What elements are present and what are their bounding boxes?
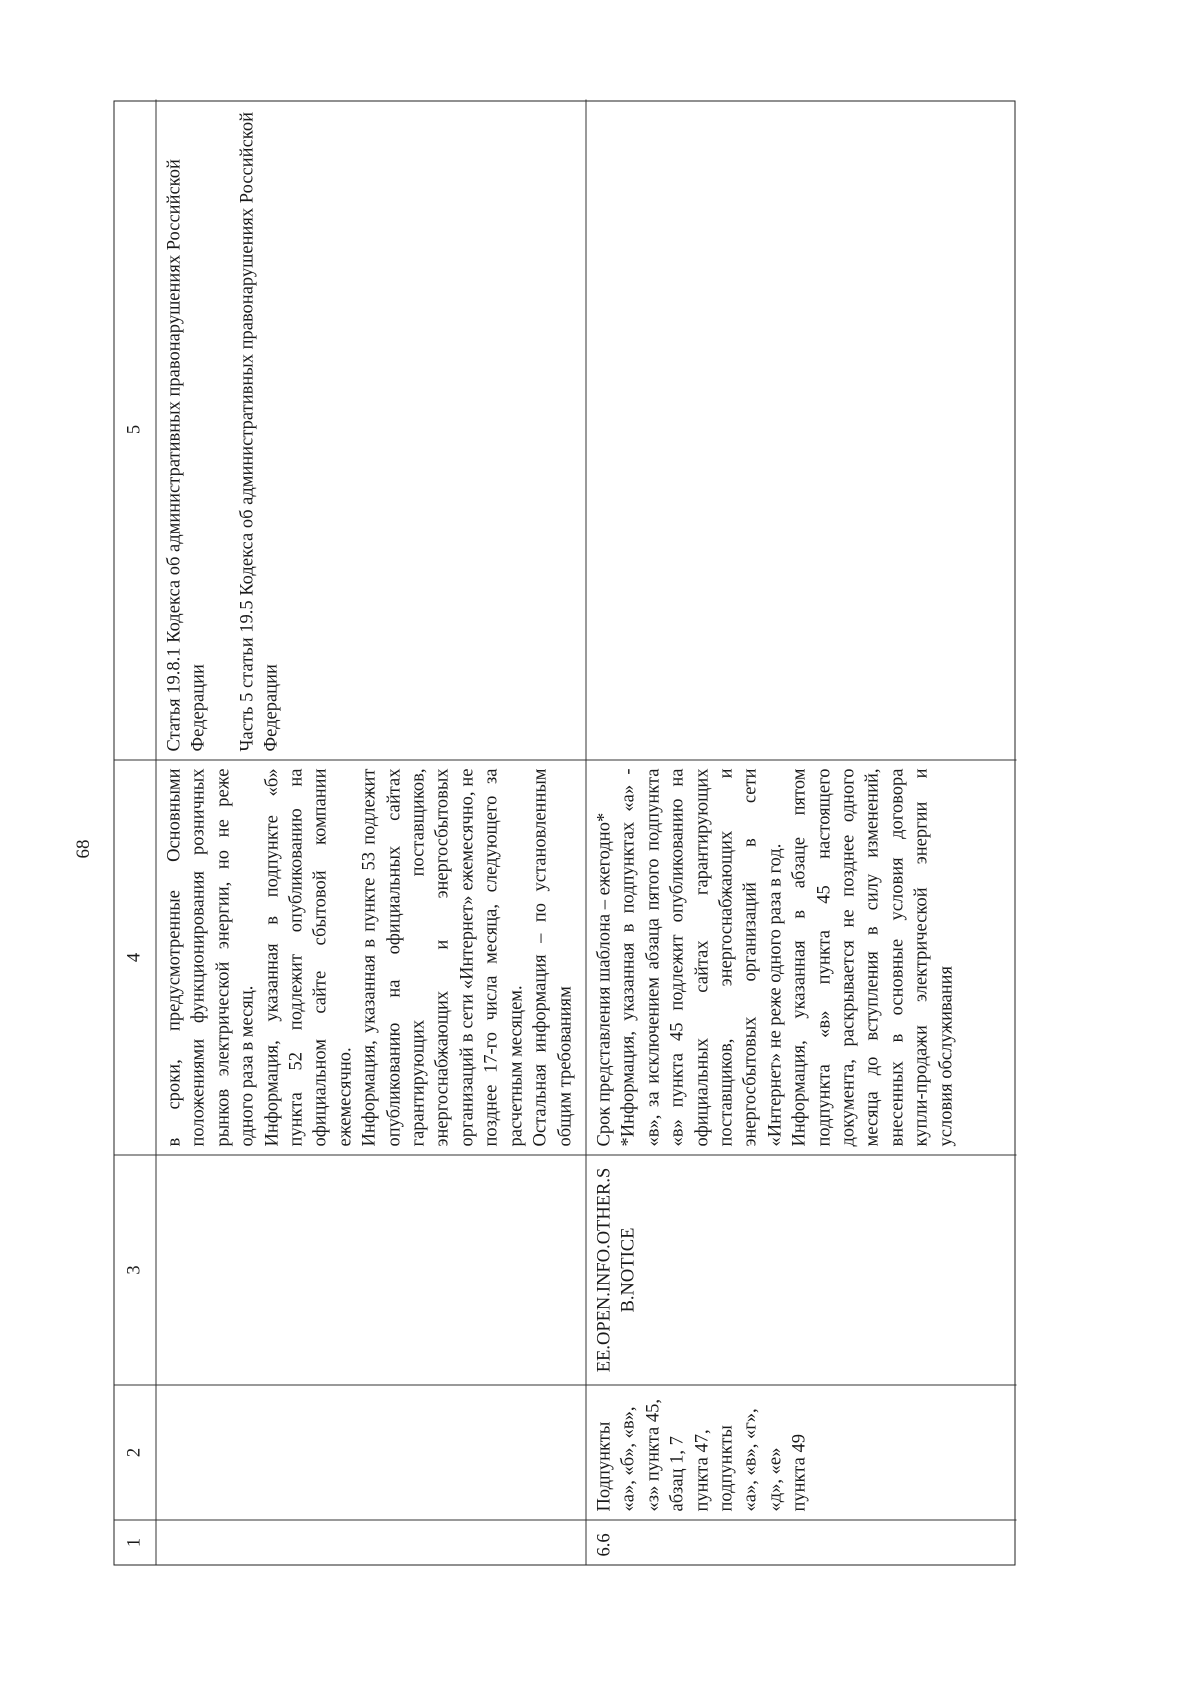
row-2-number: 6.6 — [587, 1520, 1017, 1565]
row-2-points-text: Подпункты «а», «б», «в», «з» пункта 45, абзац 1, 7 пункта 47, подпункты «а», «в», «г», «д», «е» пункта 49 — [594, 1399, 810, 1512]
header-col-3: 3 — [115, 1155, 157, 1385]
row-2-code: EE.OPEN.INFO.OTHER.SB.NOTICE — [587, 1155, 1017, 1385]
header-col-5: 5 — [115, 100, 157, 760]
row-1-info-p3: Информация, указанная в пункте 53 подлежит опубликованию на официальных сайтах гарантирующих поставщиков, энергоснабжающих и энергосбытовых организаций в сети «Интернет» ежемесячно, не позднее 17-го числа месяца, следующего за расчетным месяцем. — [359, 768, 527, 1147]
row-1-liability-p2: Часть 5 статьи 19.5 Кодекса об административных правонарушениях Российской Федерации — [237, 112, 282, 752]
row-2-info-p1: Срок представления шаблона – ежегодно* — [594, 812, 615, 1147]
row-2-info-p3: Информация, указанная в абзаце пятом подпункта «в» пункта 45 настоящего документа, раскрывается не позднее одного месяца до вступления в силу изменений, внесенных в основные условия договора купли-продажи электрической энергии и условия обслуживания — [789, 768, 957, 1147]
row-1-liability-p1: Статья 19.8.1 Кодекса об административных правонарушениях Российской Федерации — [164, 159, 209, 752]
row-1-number — [157, 1520, 587, 1565]
row-2-info-p2: *Информация, указанная в подпунктах «а» - «в», за исключением абзаца пятого подпункта «в» пункта 45 подлежит опубликованию на официальных сайтах гарантирующих поставщиков, энергоснабжающих и энергосбытовых организаций в сети «Интернет» не реже одного раза в год. — [618, 768, 786, 1147]
row-1-info-p4: Остальная информация – по установленным общим требованиям — [530, 768, 575, 1147]
header-col-4: 4 — [115, 760, 157, 1155]
row-1-liability — [157, 100, 587, 760]
row-1-code — [157, 1155, 587, 1385]
header-col-2: 2 — [115, 1385, 157, 1520]
row-2-points — [587, 1385, 1017, 1520]
row-1-info — [157, 760, 587, 1155]
row-1-info-p1: в сроки, предусмотренные Основными положениями функционирования розничных рынков электрической энергии, но не реже одного раза в месяц. — [164, 768, 258, 1147]
row-2-info — [587, 760, 1017, 1155]
requirements-table — [114, 101, 1016, 1566]
row-1-points — [157, 1385, 587, 1520]
page-number: 68 — [73, 839, 94, 859]
row-1-info-p2: Информация, указанная в подпункте «б» пункта 52 подлежит опубликованию на официальном сайте сбытовой компании ежемесячно. — [262, 768, 356, 1147]
row-2-liability — [587, 100, 1017, 760]
header-col-1: 1 — [115, 1520, 157, 1565]
